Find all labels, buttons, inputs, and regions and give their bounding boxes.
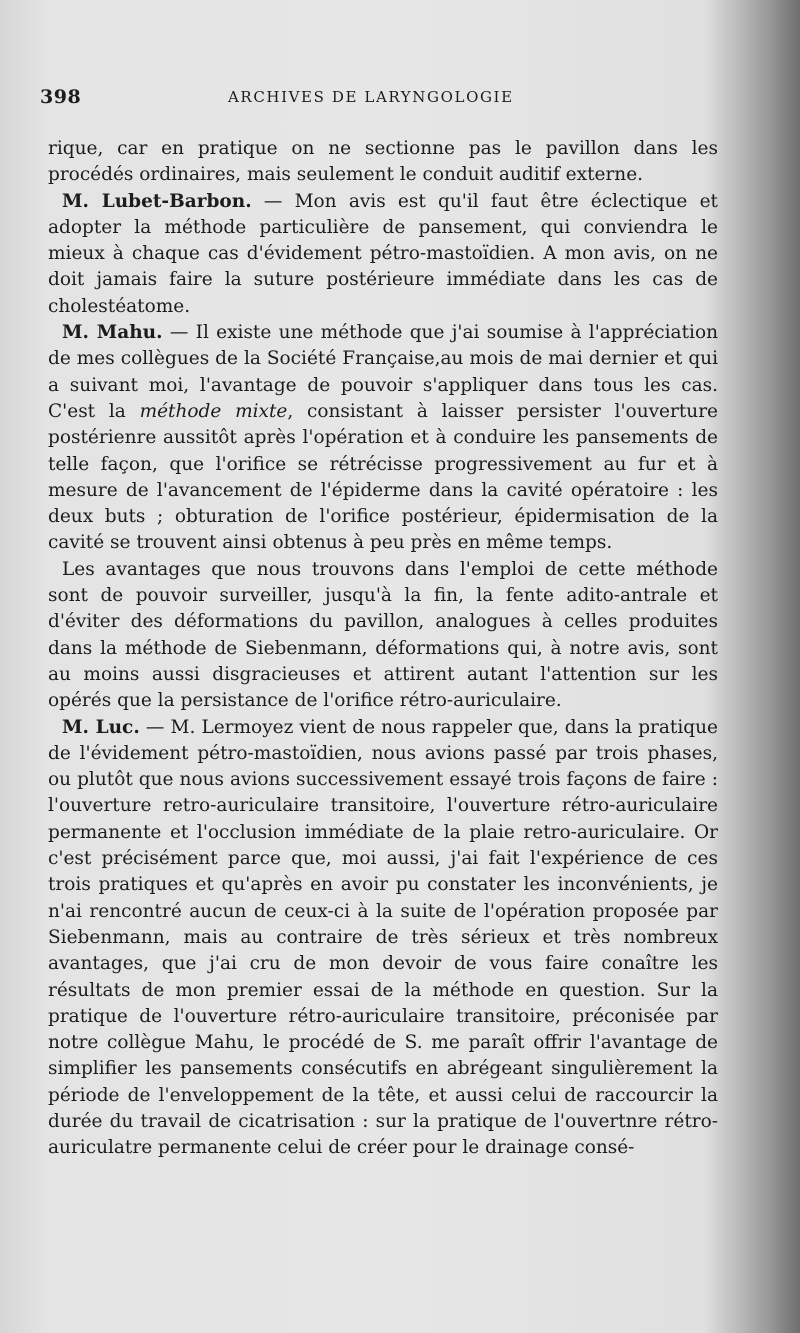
paragraph-text: rique, car en pratique on ne sectionne pas le pavillon dans les procédés ordinaires, mais seulement le conduit auditif externe. <box>48 138 718 186</box>
paragraph-mahu <box>48 320 718 557</box>
paragraph-lubet-barbon <box>48 189 718 320</box>
speaker-name: M. Mahu. <box>62 322 163 344</box>
paragraph-continuation <box>48 136 718 189</box>
paragraph-luc <box>48 715 718 1162</box>
paragraph-avantages <box>48 557 718 715</box>
speaker-name: M. Luc. <box>62 716 140 738</box>
paragraph-text: , consistant à laisser persister l'ouverture postérienre aussitôt après l'opération et à conduire les pansements de telle façon, que l'orifice se rétrécisse progressivement au fur et à mesure de l'avancement de l'épiderme dans la cavité opératoire : les deux buts ; obturation de l'orifice postérieur, épidermisation de la cavité se trouvent ainsi obtenus à peu près en même temps. <box>48 400 718 554</box>
page-header <box>40 86 720 112</box>
body-text <box>48 136 718 1162</box>
emphasis-text: méthode mixte <box>139 400 288 422</box>
paragraph-text: — Mon avis est qu'il faut être éclectique et adopter la méthode particulière de pansement, qui conviendra le mieux à chaque cas d'évidement pétro-mastoïdien. A mon avis, on ne doit jamais faire la suture postérieure immédiate dans les cas de cholestéatome. <box>48 190 718 317</box>
speaker-name: M. Lubet-Barbon. <box>62 190 252 212</box>
running-title: ARCHIVES DE LARYNGOLOGIE <box>228 88 514 106</box>
paragraph-text: — M. Lermoyez vient de nous rappeler que, dans la pratique de l'évidement pétro-mastoïdien, nous avions passé par trois phases, ou plutôt que nous avions successivement essayé trois façons de faire : l'ouverture retro-auriculaire transitoire, l'ouverture rétro-auriculaire permanente et l'occlusion immédiate de la plaie retro-auriculaire. Or c'est précisément parce que, moi aussi, j'ai fait l'expérience de ces trois pratiques et qu'après en avoir pu constater les inconvénients, je n'ai rencontré aucun de ceux-ci à la suite de l'opération proposée par Siebenmann, mais au contraire de très sérieux et très nombreux avantages, que j'ai cru de mon devoir de vous faire conaître les résultats de mon premier essai de la méthode en question. Sur la pratique de l'ouverture rétro-auriculaire transitoire, préconisée par notre collègue Mahu, le procédé de S. me paraît offrir l'avantage de simplifier les pansements consécutifs en abrégeant singulièrement la période de l'enveloppement de la tête, et aussi celui de raccourcir la durée du travail de cicatrisation : sur la pratique de l'ouvertnre rétro-auriculatre permanente celui de créer pour le drainage consé- <box>48 716 718 1159</box>
paragraph-text: — Il existe une méthode que j'ai soumise à l'appréciation de mes collègues de la Société Française,au mois de mai dernier et qui a suivant moi, l'avantage de pouvoir s'appliquer dans tous les cas. C'est la <box>48 322 718 422</box>
page-number: 398 <box>40 86 82 108</box>
paragraph-text: Les avantages que nous trouvons dans l'emploi de cette méthode sont de pouvoir surveiller, jusqu'à la fin, la fente adito-antrale et d'éviter des déformations du pavillon, analogues à celles produites dans la méthode de Siebenmann, déformations qui, à notre avis, sont au moins aussi disgracieuses et attirent autant l'attention sur les opérés que la persistance de l'orifice rétro-auriculaire. <box>48 558 718 712</box>
